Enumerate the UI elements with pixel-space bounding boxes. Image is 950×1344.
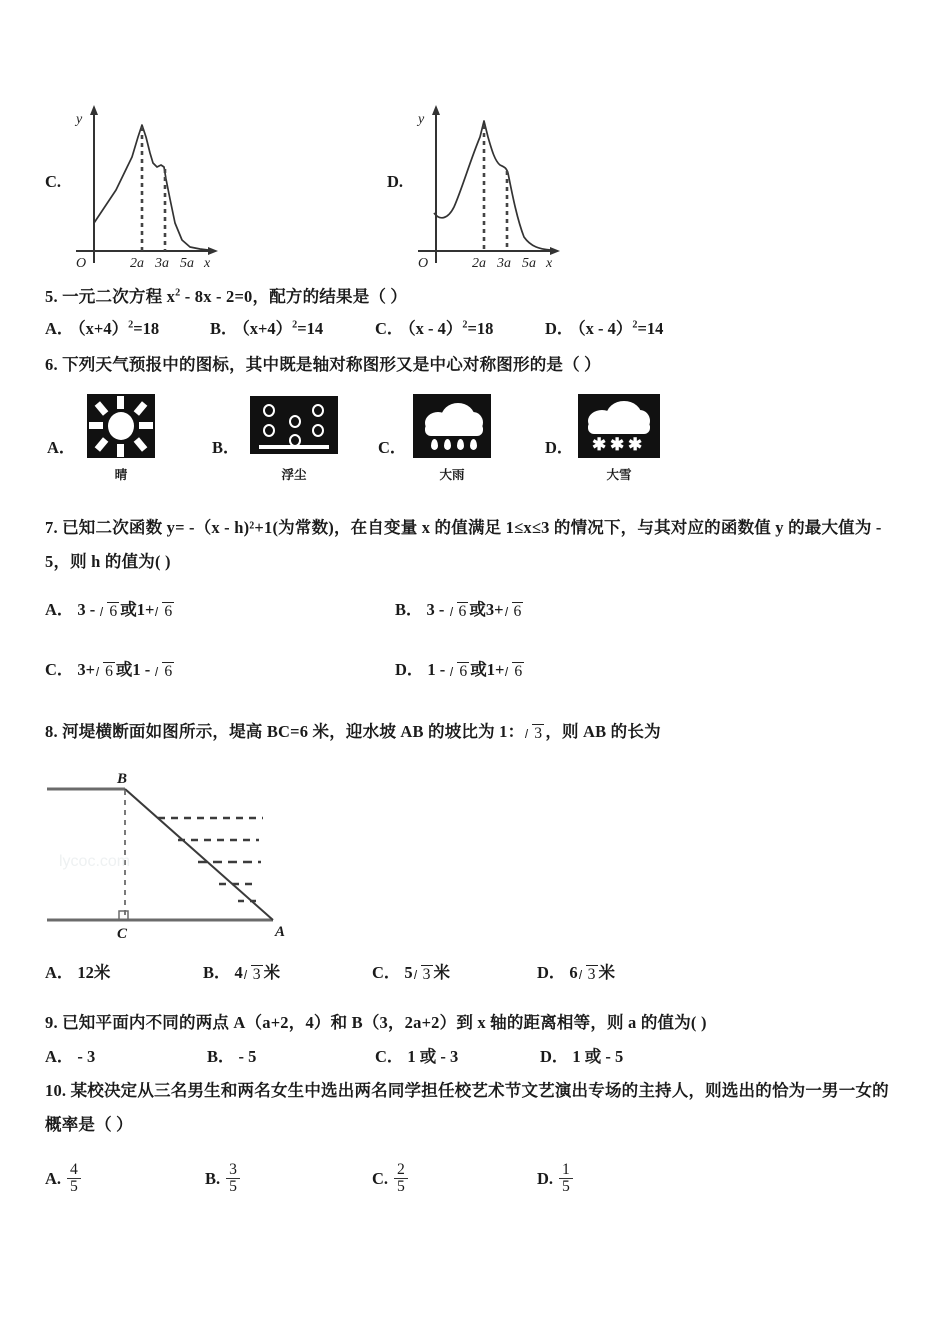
question-5-stem: [45, 287, 407, 307]
graph-c-tick-5a: 5a: [180, 256, 194, 270]
question-10-option-d[interactable]: [537, 1163, 575, 1197]
question-9-option-a[interactable]: [45, 1047, 95, 1067]
graph-option-c-label: C.: [45, 172, 62, 191]
option-c-label: C．: [375, 319, 404, 338]
q10-a-denominator: 5: [67, 1178, 81, 1195]
question-6-option-a-caption: 晴: [114, 468, 128, 482]
option-a-tail: =18: [133, 319, 160, 338]
q10-d-denominator: 5: [559, 1178, 573, 1195]
question-9-option-d[interactable]: [540, 1047, 623, 1067]
question-9-stem-text: 已知平面内不同的两点 A（a+2，4）和 B（3，2a+2）到 x 轴的距离相等，则 a 的值为( ): [62, 1013, 707, 1032]
question-7-stem-line1: [45, 518, 882, 538]
question-9-stem: [45, 1013, 707, 1033]
question-9-option-c[interactable]: [375, 1047, 458, 1067]
option-d-text: （x - 4）: [577, 319, 633, 338]
question-10-option-b[interactable]: [205, 1163, 242, 1197]
q7-option-d-second-sign: 1+: [486, 660, 505, 679]
graph-d-tick-3a: 3a: [497, 256, 511, 270]
heavy-rain-icon[interactable]: [413, 394, 491, 458]
q9-option-c-label: C．: [375, 1047, 404, 1066]
q9-option-a-text: - 3: [77, 1047, 96, 1066]
question-7-option-d[interactable]: [395, 660, 525, 681]
question-6-stem-text: 下列天气预报中的图标，其中既是轴对称图形又是中心对称图形的是（ ）: [62, 355, 601, 374]
question-5-option-b[interactable]: [210, 319, 323, 339]
q7-option-b-second-sign: 3+: [485, 600, 504, 619]
figure-watermark: lycoc.com: [59, 853, 131, 870]
q9-option-a-label: A．: [45, 1047, 74, 1066]
graph-d-origin-label: O: [418, 256, 429, 270]
graph-d-axis-y: y: [418, 112, 425, 127]
question-8-option-a[interactable]: [45, 963, 110, 983]
option-a-label: A．: [45, 319, 74, 338]
q7-option-d-label: D．: [395, 660, 424, 679]
question-6-number: 6.: [45, 355, 58, 374]
question-8-stem: [45, 722, 661, 743]
option-d-tail: =14: [637, 319, 664, 338]
q10-option-b-fraction: [226, 1162, 240, 1196]
q10-b-denominator: 5: [226, 1178, 240, 1195]
question-6-option-b-caption: 浮尘: [281, 468, 307, 482]
q8-option-b-value: 4: [234, 963, 243, 982]
q7-option-c-conj: 或: [115, 660, 133, 679]
graph-d-tick-2a: 2a: [472, 256, 486, 270]
q8-option-a-value: 12: [77, 963, 94, 982]
q7-option-b-conj: 或: [469, 600, 486, 619]
option-d-label: D．: [545, 319, 574, 338]
q10-option-c-label: C.: [372, 1168, 389, 1188]
q7-option-b-first-radical: 6: [450, 602, 469, 621]
q7-option-a-second-radical: 6: [155, 602, 174, 621]
option-b-label: B．: [210, 319, 238, 338]
graph-option-d: [400, 95, 570, 270]
q8-option-c-value: 5: [404, 963, 413, 982]
option-c-tail: =18: [467, 319, 494, 338]
graph-option-c: [58, 95, 228, 270]
q7-option-a-conj: 或: [120, 600, 137, 619]
q10-option-d-fraction: [559, 1162, 573, 1196]
question-5-option-c[interactable]: [375, 319, 493, 339]
graph-c-tick-2a: 2a: [130, 256, 144, 270]
q8-option-c-label: C．: [372, 963, 401, 982]
q10-option-c-fraction: [394, 1162, 408, 1196]
question-6-option-b-label[interactable]: B．: [212, 438, 240, 457]
question-8-stem-radical: 3: [525, 724, 544, 743]
q8-option-d-label: D．: [537, 963, 566, 982]
question-10-option-a[interactable]: [45, 1163, 83, 1197]
q10-c-numerator: 2: [397, 1161, 405, 1178]
q7-option-d-conj: 或: [470, 660, 487, 679]
question-7-stem-line2: 5，则 h 的值为( ): [45, 552, 171, 571]
q7-option-b-first-sign: 3 -: [426, 600, 449, 619]
q8-option-c-unit: 米: [433, 963, 450, 982]
question-5-stem-before: 一元二次方程 x: [62, 287, 176, 306]
question-8-option-c[interactable]: [372, 963, 450, 984]
question-7-option-a[interactable]: [45, 600, 175, 621]
q8-option-b-radical: 3: [244, 965, 263, 984]
question-8-option-d[interactable]: [537, 963, 615, 984]
q8-option-a-unit: 米: [93, 963, 111, 982]
option-b-sup: 2: [292, 319, 298, 331]
question-5-stem-sup: 2: [175, 287, 181, 299]
q7-option-c-first-radical: 6: [96, 662, 115, 681]
question-10-stem-line1: [45, 1081, 889, 1101]
option-c-text: （x - 4）: [407, 319, 463, 338]
q9-option-d-label: D．: [540, 1047, 569, 1066]
question-6-stem: [45, 355, 601, 375]
question-5-number: 5.: [45, 287, 58, 306]
figure-point-a-label: A: [275, 924, 286, 940]
q9-option-b-label: B．: [207, 1047, 235, 1066]
question-8-stem-before: 河堤横断面如图所示，堤高 BC=6 米，迎水坡 AB 的坡比为 1：: [62, 722, 525, 741]
option-c-sup: 2: [462, 319, 468, 331]
question-5-stem-after: - 8x - 2=0，配方的结果是（ ）: [180, 287, 408, 306]
sun-icon[interactable]: [87, 394, 155, 458]
q7-option-a-label: A．: [45, 600, 74, 619]
q7-option-c-second-sign: 1 -: [132, 660, 155, 679]
option-b-tail: =14: [297, 319, 324, 338]
q10-c-denominator: 5: [394, 1178, 408, 1195]
q10-option-d-label: D.: [537, 1168, 554, 1188]
q7-option-d-second-radical: 6: [505, 662, 524, 681]
q10-option-a-fraction: [67, 1162, 81, 1196]
q9-option-c-text: 1 或 - 3: [407, 1047, 459, 1066]
question-7-option-c[interactable]: [45, 660, 175, 681]
q7-option-d-first-sign: 1 -: [427, 660, 450, 679]
question-6-option-c-label[interactable]: C．: [378, 438, 407, 457]
q7-option-a-second-sign: 1+: [136, 600, 155, 619]
graph-d-tick-5a: 5a: [522, 256, 536, 270]
graph-d-axis-x: x: [546, 256, 553, 270]
river-embankment-figure: [45, 770, 335, 945]
q9-option-b-text: - 5: [238, 1047, 257, 1066]
graph-c-axis-x: x: [204, 256, 211, 270]
q7-option-c-first-sign: 3+: [77, 660, 96, 679]
q7-option-c-second-radical: 6: [155, 662, 174, 681]
q10-option-a-label: A.: [45, 1168, 62, 1188]
question-6-option-a-label[interactable]: A．: [47, 438, 76, 457]
question-8-stem-after: ，则 AB 的长为: [545, 722, 661, 741]
figure-point-b-label: B: [117, 771, 128, 787]
q10-d-numerator: 1: [562, 1161, 570, 1178]
q10-a-numerator: 4: [70, 1161, 78, 1178]
graph-c-tick-3a: 3a: [155, 256, 169, 270]
heavy-snow-icon[interactable]: ✱ ✱ ✱: [578, 394, 660, 458]
question-10-stem-line2: 概率是（ ）: [45, 1115, 133, 1134]
question-9-option-b[interactable]: [207, 1047, 256, 1067]
q8-option-a-label: A．: [45, 963, 74, 982]
q7-option-a-first-sign: 3 -: [77, 600, 100, 619]
question-8-number: 8.: [45, 722, 58, 741]
q9-option-d-text: 1 或 - 5: [572, 1047, 624, 1066]
q8-option-b-label: B．: [203, 963, 231, 982]
q8-option-d-value: 6: [569, 963, 578, 982]
q7-option-b-second-radical: 6: [505, 602, 524, 621]
floating-dust-icon[interactable]: [250, 396, 338, 454]
q7-option-a-first-radical: 6: [100, 602, 119, 621]
question-7-stem-text-1: 已知二次函数 y= -（x - h)²+1(为常数)，在自变量 x 的值满足 1≤x≤3 的情况下，与其对应的函数值 y 的最大值为 -: [62, 518, 882, 537]
option-a-sup: 2: [128, 319, 134, 331]
question-6-option-d-label[interactable]: D．: [545, 438, 574, 457]
q8-option-d-radical: 3: [579, 965, 598, 984]
graph-c-origin-label: O: [76, 256, 87, 270]
graph-c-axis-y: y: [76, 112, 83, 127]
q7-option-d-first-radical: 6: [450, 662, 469, 681]
question-6-option-d-caption: 大雪: [606, 468, 632, 482]
q7-option-c-label: C．: [45, 660, 74, 679]
option-a-text: （x+4）: [77, 319, 129, 338]
question-8-option-b[interactable]: [203, 963, 280, 984]
graph-option-d-label: D.: [387, 172, 404, 191]
figure-point-c-label: C: [117, 926, 128, 942]
question-7-number: 7.: [45, 518, 58, 537]
option-b-text: （x+4）: [241, 319, 293, 338]
q10-option-b-label: B.: [205, 1168, 221, 1188]
question-10-stem-text-1: 某校决定从三名男生和两名女生中选出两名同学担任校艺术节文艺演出专场的主持人，则选出的恰为一男一女的: [70, 1081, 889, 1100]
q8-option-d-unit: 米: [598, 963, 615, 982]
question-7-option-b[interactable]: [395, 600, 524, 621]
question-9-number: 9.: [45, 1013, 58, 1032]
question-5-option-a[interactable]: [45, 319, 159, 339]
question-5-option-d[interactable]: [545, 319, 663, 339]
question-10-option-c[interactable]: [372, 1163, 410, 1197]
q8-option-b-unit: 米: [263, 963, 281, 982]
q10-b-numerator: 3: [229, 1161, 237, 1178]
option-d-sup: 2: [632, 319, 638, 331]
question-6-option-c-caption: 大雨: [439, 468, 465, 482]
q7-option-b-label: B．: [395, 600, 423, 619]
q8-option-c-radical: 3: [414, 965, 433, 984]
question-10-number: 10.: [45, 1081, 67, 1100]
